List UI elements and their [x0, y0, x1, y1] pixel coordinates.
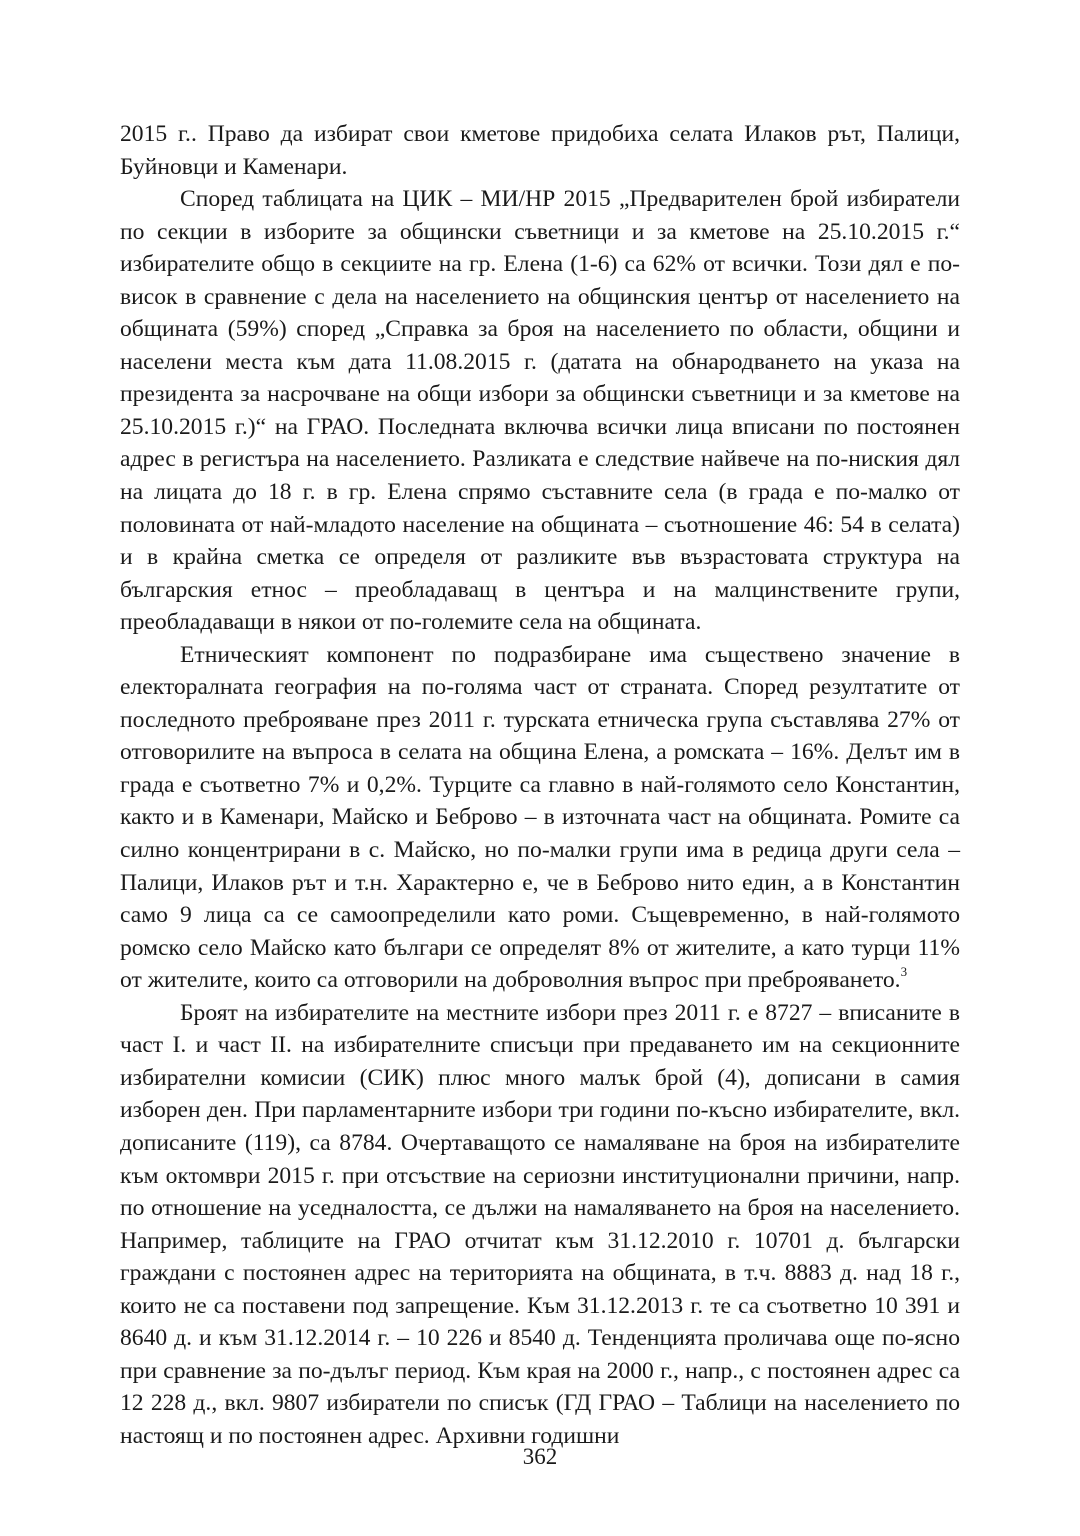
page-number: 362	[522, 1444, 558, 1469]
paragraph-3	[120, 639, 960, 997]
paragraph-3-text: Етническият компонент по подразбиране има съществено значение в електоралната география на по-голяма част от страната. Според резултатите от последното преброяване през 2011 г. турската етническа група съставлява 27% от отговорилите на въпроса в селата на община Елена, а ромската – 16%. Делът им в града е съответно 7% и 0,2%. Турците са главно в най-голямото село Константин, както и в Каменари, Майско и Беброво – в източната част на общината. Ромите са силно концентрирани в с. Майско, но по-малки групи има в редица други села – Палици, Илаков рът и т.н. Характерно е, че в Беброво нито един, а в Константин само 9 лица са се самоопределили като роми. Същевременно, в най-голямото ромско село Майско като българи се определят 8% от жителите, а като турци 11% от жителите, които са отговорили на доброволния въпрос при преброяването.	[120, 641, 960, 994]
paragraph-4: Броят на избирателите на местните избори през 2011 г. е 8727 – вписаните в част I. и част II. на избирателните списъци при предаването им на секционните избирателни комисии (СИК) плюс много малък брой (4), дописани в самия изборен ден. При парламентарните избори три години по-късно избирателите, вкл. дописаните (119), са 8784. Очертаващото се намаляване на броя на избирателите към октомври 2015 г. при отсъствие на сериозни институционални причини, напр. по отношение на уседналостта, се дължи на намаляването на броя на населението. Например, таблиците на ГРАО отчитат към 31.12.2010 г. 10701 д. български граждани с постоянен адрес на територията на общината, в т.ч. 8883 д. над 18 г., които не са поставени под запрещение. Към 31.12.2013 г. те са съответно 10 391 и 8640 д. и към 31.12.2014 г. – 10 226 и 8540 д. Тенденцията проличава още по-ясно при сравнение за по-дълъг период. Към края на 2000 г., напр., с постоянен адрес са 12 228 д., вкл. 9807 избиратели по списък (ГД ГРАО – Таблици на населението по настоящ и по постоянен адрес. Архивни годишни	[120, 999, 960, 1449]
document-page	[120, 118, 960, 1452]
paragraph-2: Според таблицата на ЦИК – МИ/НР 2015 „Предварителен брой избиратели по секции в изборите за общински съветници и за кметове на 25.10.2015 г.“ избирателите общо в секциите на гр. Елена (1-6) са 62% от всички. Този дял е по-висок в сравнение с дела на населението на общинския център от населението на общината (59%) според „Справка за броя на населението по области, общини и населени места към дата 11.08.2015 г. (датата на обнародването на указа на президента за насрочване на общи избори за общински съветници и за кметове на 25.10.2015 г.)“ на ГРАО. Последната включва всички лица вписани по постоянен адрес в регистъра на населението. Разликата е следствие найвече на по-ниския дял на лицата до 18 г. в гр. Елена спрямо съставните села (в града е по-малко от половината от най-младото население на общината – съотношение 46: 54 в селата) и в крайна сметка се определя от разликите във възрастовата структура на българския етнос – преобладаващ в центъра и на малцинствените групи, преобладаващи в някои от по-големите села на общината.	[120, 186, 960, 636]
footnote-marker: 3	[900, 964, 908, 980]
paragraph-1: 2015 г.. Право да избират свои кметове придобиха селата Илаков рът, Палици, Буйновци и Каменари.	[120, 121, 960, 180]
